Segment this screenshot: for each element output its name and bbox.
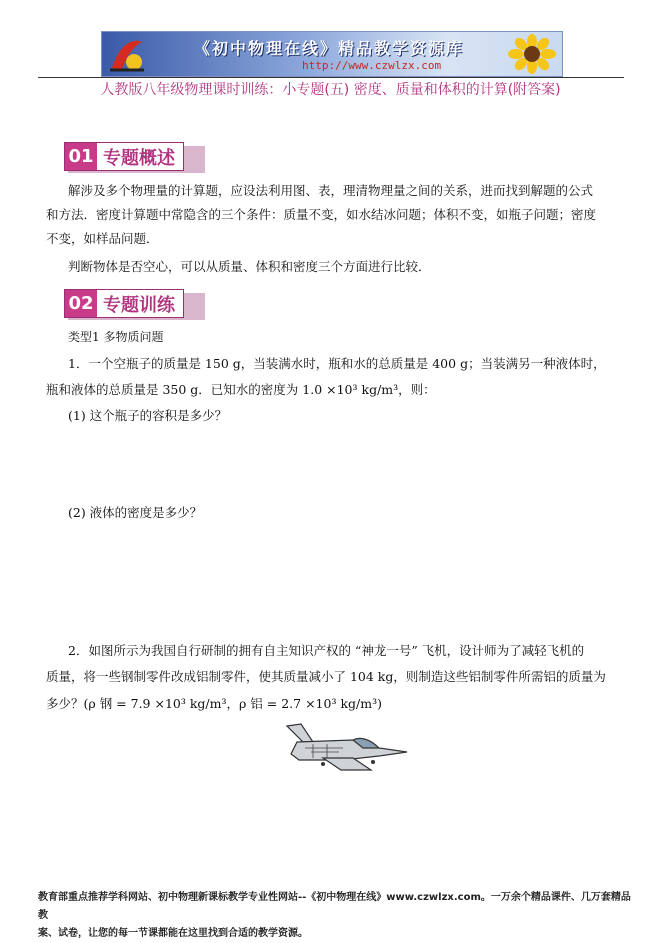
overview-line: 判断物体是否空心，可以从质量、体积和密度三个方面进行比较． (68, 259, 431, 274)
question-2-text: 质量，将一些钢制零件改成铝制零件，使其质量减小了 104 kg，则制造这些铝制零件所需铝的质量为 (46, 669, 606, 684)
question-1-text: 1．一个空瓶子的质量是 150 g，当装满水时，瓶和水的总质量是 400 g；当装满另一种液体时， (68, 356, 606, 371)
document-title: 人教版八年级物理课时训练：小专题(五) 密度、质量和体积的计算(附答案) (100, 82, 561, 98)
section-heading: 专题概述 (103, 147, 175, 169)
overview-line: 和方法．密度计算题中常隐含的三个条件：质量不变，如水结冰问题；体积不变，如瓶子问题；密度 (46, 207, 597, 222)
question-type: 类型1 多物质问题 (68, 330, 164, 344)
logo-icon (106, 34, 148, 74)
section-badge-overview (64, 142, 184, 171)
fighter-jet-illustration (283, 718, 409, 774)
question-2-text: 2．如图所示为我国自行研制的拥有自主知识产权的 “神龙一号” 飞机，设计师为了减轻飞机的 (68, 643, 585, 658)
overview-line: 不变，如样品问题． (46, 231, 159, 246)
banner-title: 《初中物理在线》精品教学资源库 (194, 39, 465, 58)
question-2-text: 多少？(ρ 钢 = 7.9 ×10³ kg/m³，ρ 铝 = 2.7 ×10³ kg/m³) (46, 696, 382, 711)
footer-line: 教育部重点推荐学科网站、初中物理新课标教学专业性网站--《初中物理在线》www.czwlzx.com。一万余个精品课件、几万套精品教 (38, 892, 631, 921)
footer-line: 案、试卷，让您的每一节课都能在这里找到合适的教学资源。 (38, 928, 308, 939)
banner-url[interactable]: http://www.czwlzx.com (302, 59, 442, 72)
section-heading: 专题训练 (103, 294, 175, 316)
section-number: 01 (65, 143, 97, 170)
question-1-part-a: (1) 这个瓶子的容积是多少？ (68, 408, 228, 423)
header-divider (38, 77, 624, 78)
question-1-part-b: (2) 液体的密度是多少？ (68, 505, 203, 520)
sunflower-icon (504, 34, 560, 74)
section-number: 02 (65, 290, 97, 317)
section-badge-training (64, 289, 184, 318)
header-banner (101, 31, 563, 77)
overview-line: 解涉及多个物理量的计算题，应设法利用图、表，理清物理量之间的关系，进而找到解题的公式 (68, 183, 594, 198)
question-1-text: 瓶和液体的总质量是 350 g．已知水的密度为 1.0 ×10³ kg/m³，则： (46, 382, 436, 397)
